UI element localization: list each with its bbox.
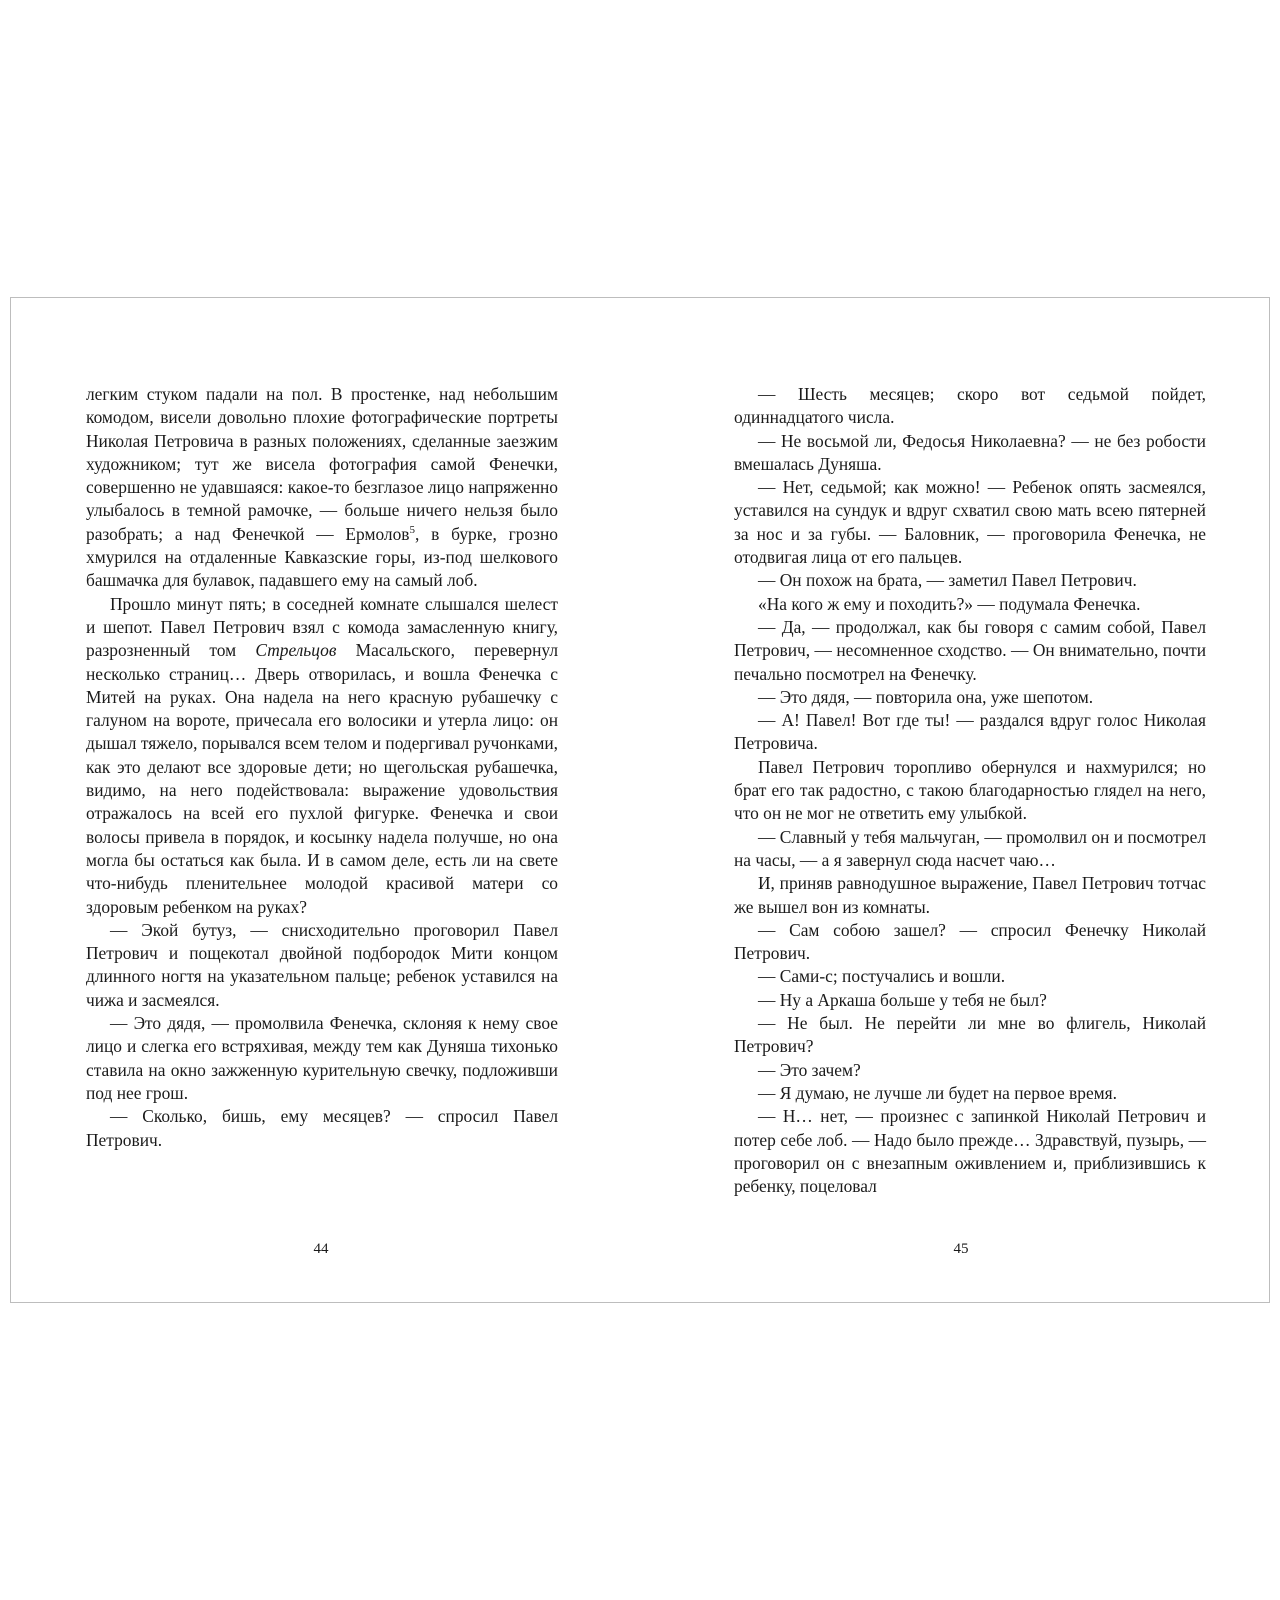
book-spread bbox=[10, 297, 1270, 1303]
paragraph: — Не был. Не перейти ли мне во флигель, Николай Петрович? bbox=[734, 1013, 1206, 1057]
paragraph: — Это дядя, — повторила она, уже шепотом. bbox=[758, 686, 1094, 707]
paragraph: — Он похож на брата, — заметил Павел Петрович. bbox=[758, 570, 1137, 591]
paragraph: — Сколько, бишь, ему месяцев? — спросил Павел Петрович. bbox=[86, 1106, 558, 1150]
paragraph: — Сам собою зашел? — спросил Фенечку Николай Петрович. bbox=[734, 919, 1206, 964]
left-page-text bbox=[86, 383, 558, 1152]
paragraph: — Сами-с; постучались и вошли. bbox=[758, 966, 1006, 987]
page-number-left: 44 bbox=[313, 1241, 329, 1257]
paragraph: легким стуком падали на пол. В простенке, над небольшим комодом, висели довольно плохие фотографические портреты Николая Петровича в разных положениях, сделанные заезжим художником; тут же висела фотография самой Фенечки, совершенно не удавшаяся: какое-то безглазое лицо напряженно улыбалось в темной рамочке, — больше ничего нельзя было разобрать; а над Фенечкой — Ермолов$^5$, в бурке, грозно хмурился на отдаленные Кавказские горы, из-под шелкового башмачка для булавок, падавшего ему на самый лоб. bbox=[86, 384, 559, 591]
paragraph: — Шесть месяцев; скоро вот седьмой пойдет, одиннадцатого числа. bbox=[734, 384, 1206, 428]
paragraph: — Да, — продолжал, как бы говоря с самим собой, Павел Петрович, — несомненное сходство. — Он внимательно, почти печально посмотрел на Фенечку. bbox=[734, 616, 1206, 684]
paragraph: — Славный у тебя мальчуган, — промолвил он и посмотрел на часы, — а я завернул сюда насчет чаю… bbox=[734, 826, 1206, 870]
paragraph: И, приняв равнодушное выражение, Павел Петрович тотчас же вышел вон из комнаты. bbox=[734, 873, 1206, 917]
page-number-right: 45 bbox=[953, 1241, 969, 1257]
paragraph: — Не восьмой ли, Федосья Николаевна? — не без робости вмешалась Дуняша. bbox=[734, 430, 1206, 474]
right-page-text bbox=[734, 383, 1206, 1198]
paragraph: — А! Павел! Вот где ты! — раздался вдруг голос Николая Петровича. bbox=[734, 710, 1206, 754]
book-title-italic: Стрельцов bbox=[255, 640, 337, 661]
paragraph: — Н… нет, — произнес с запинкой Николай Петрович и потер себе лоб. — Надо было прежде… Здравствуй, пузырь, — проговорил он с внезапным оживлением и, приблизившись к ребенку, поцеловал bbox=[734, 1106, 1206, 1197]
paragraph: «На кого ж ему и походить?» — подумала Фенечка. bbox=[758, 593, 1141, 614]
paragraph: Прошло минут пять; в соседней комнате слышался шелест и шепот. Павел Петрович взял с комода замасленную книгу, разрозненный том Стрельцов Масальского, перевернул несколько страниц… Дверь отворилась, и вошла Фенечка с Митей на руках. Она надела на него красную рубашечку с галуном на вороте, причесала его волосики и утерла лицо: он дышал тяжело, порывался всем телом и подергивал ручонками, как это делают все здоровые дети; но щегольская рубашечка, видимо, на него подействовала: выражение удовольствия отражалось на всей его пухлой фигурке. Фенечка и свои волосы привела в порядок, и косынку надела получше, но она могла бы остаться как была. И в самом деле, есть ли на свете что-нибудь пленительнее молодой красивой матери со здоровым ребенком на руках? bbox=[86, 593, 559, 917]
paragraph: — Это зачем? bbox=[758, 1059, 861, 1080]
paragraph: — Нет, седьмой; как можно! — Ребенок опять засмеялся, уставился на сундук и вдруг схватил свою мать всею пятерней за нос и за губы. — Баловник, — проговорила Фенечка, не отодвигая лица от его пальцев. bbox=[734, 477, 1206, 568]
paragraph: — Экой бутуз, — снисходительно проговорил Павел Петрович и пощекотал двойной подбородок Мити концом длинного ногтя на указательном пальце; ребенок уставился на чижа и засмеялся. bbox=[86, 919, 558, 1010]
paragraph: — Ну а Аркаша больше у тебя не был? bbox=[758, 989, 1047, 1010]
paragraph: — Я думаю, не лучше ли будет на первое время. bbox=[758, 1082, 1118, 1103]
paragraph: — Это дядя, — промолвила Фенечка, склоняя к нему свое лицо и слегка его встряхивая, между тем как Дуняша тихонько ставила на окно зажженную курительную свечку, подложивши под нее грош. bbox=[86, 1013, 558, 1103]
footnote-marker: 5 bbox=[409, 523, 415, 536]
paragraph: Павел Петрович торопливо обернулся и нахмурился; но брат его так радостно, с такою благодарностью глядел на него, что он не мог не ответить ему улыбкой. bbox=[734, 756, 1206, 824]
